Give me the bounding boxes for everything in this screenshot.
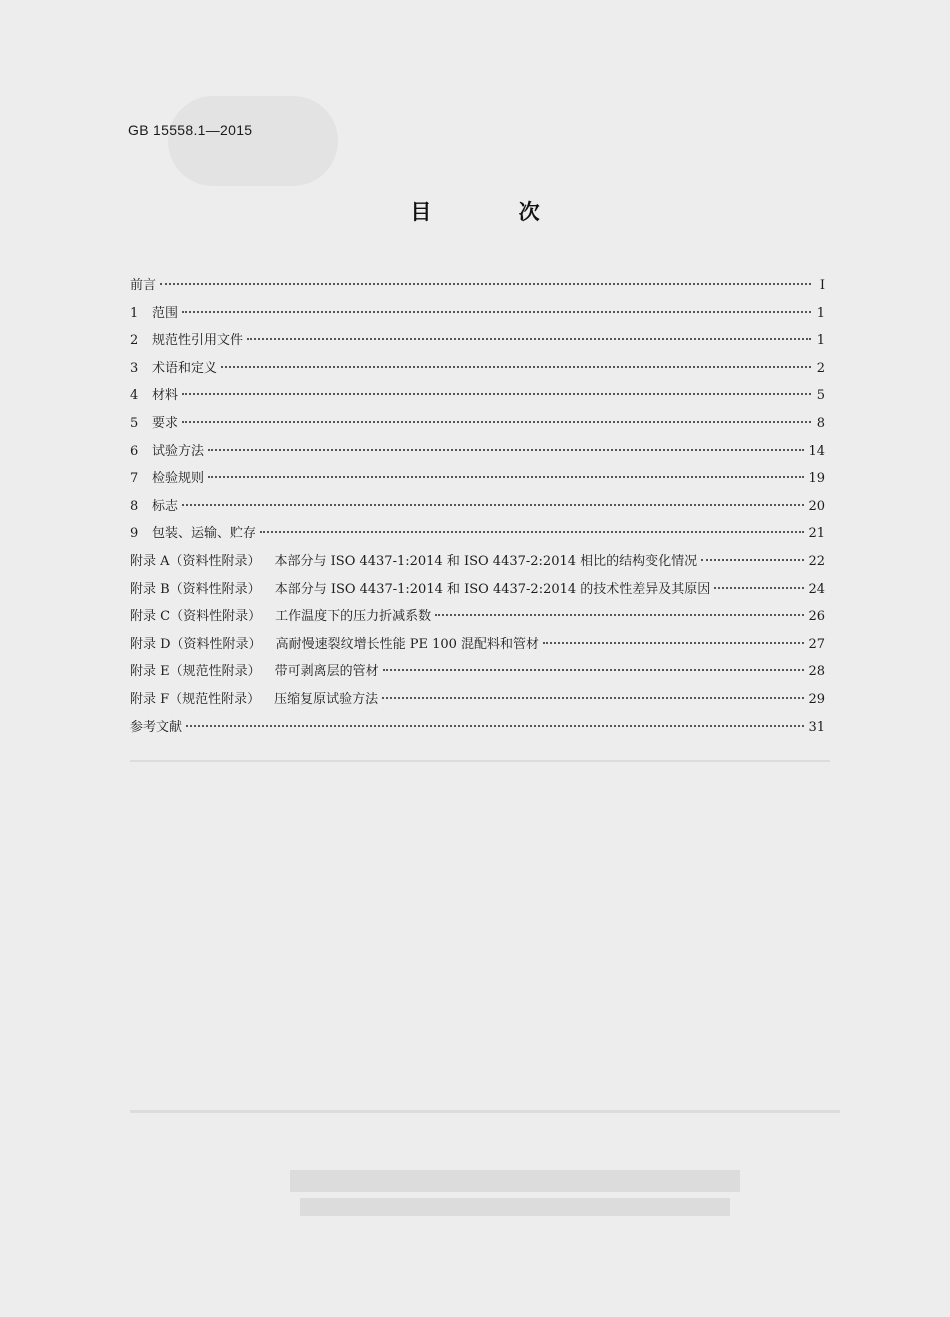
toc-entry-label: 范围 [152, 305, 179, 321]
toc-entry-label: 高耐慢速裂纹增长性能 PE 100 混配料和管材 [275, 636, 540, 652]
toc-entry[interactable] [130, 686, 825, 714]
show-through-line-4 [300, 1198, 730, 1216]
toc-entry-annex-prefix: 附录 E（规范性附录） [130, 664, 261, 680]
toc-entry-leader-dots [383, 669, 805, 671]
toc-entry-label: 本部分与 ISO 4437-1:2014 和 ISO 4437-2:2014 的技术性差异及其原因 [274, 581, 711, 597]
toc-entry-page-number: 27 [808, 636, 825, 652]
toc-entry[interactable] [130, 631, 825, 659]
toc-entry-leader-dots [182, 421, 811, 423]
toc-entry-page-number: 29 [808, 691, 825, 707]
toc-entry-number: 8 [130, 498, 139, 514]
toc-entry-annex-prefix: 附录 B（资料性附录） [130, 581, 261, 597]
toc-entry-number: 3 [130, 360, 139, 376]
toc-entry-leader-dots [382, 697, 804, 699]
toc-entry-page-number: 22 [808, 553, 825, 569]
toc-entry-page-number: 28 [808, 664, 825, 680]
show-through-line-3 [290, 1170, 740, 1192]
toc-entry-leader-dots [182, 393, 811, 395]
toc-entry-number: 9 [130, 526, 139, 542]
toc-entry[interactable] [130, 355, 825, 383]
toc-entry-page-number: 21 [808, 526, 825, 542]
toc-entry-annex-prefix: 附录 F（规范性附录） [130, 691, 261, 707]
toc-entry-page-number: 24 [808, 581, 825, 597]
toc-entry-leader-dots [221, 366, 811, 368]
toc-entry-number: 4 [130, 388, 139, 404]
toc-entry-leader-dots [160, 283, 811, 285]
toc-entry-leader-dots [435, 614, 804, 616]
toc-entry-number: 2 [130, 333, 139, 349]
toc-entry[interactable] [130, 658, 825, 686]
toc-entry-leader-dots [182, 311, 811, 313]
toc-entry-number: 6 [130, 443, 139, 459]
document-code: GB 15558.1—2015 [128, 122, 253, 138]
toc-entry-annex-prefix: 附录 A（资料性附录） [130, 553, 261, 569]
toc-entry-label: 包装、运输、贮存 [152, 526, 257, 542]
toc-entry-leader-dots [247, 338, 811, 340]
toc-entry[interactable] [130, 410, 825, 438]
toc-entry[interactable] [130, 465, 825, 493]
toc-entry-leader-dots [208, 449, 804, 451]
toc-entry[interactable] [130, 493, 825, 521]
toc-entry-leader-dots [714, 587, 804, 589]
toc-entry-leader-dots [186, 725, 804, 727]
toc-entry-label: 检验规则 [152, 471, 205, 487]
toc-entry-page-number: Ⅰ [819, 278, 825, 293]
toc-entry-page-number: 20 [808, 498, 825, 514]
toc-entry-label: 规范性引用文件 [152, 333, 244, 349]
toc-entry[interactable] [130, 327, 825, 355]
toc-entry-label: 参考文献 [130, 719, 183, 735]
toc-entry-label: 标志 [152, 498, 179, 514]
toc-entry-page-number: 1 [816, 333, 825, 349]
toc-entry-label: 前言 [130, 278, 157, 293]
toc-entry-label: 压缩复原试验方法 [274, 691, 379, 707]
toc-entry-label: 本部分与 ISO 4437-1:2014 和 ISO 4437-2:2014 相比的结构变化情况 [274, 553, 698, 569]
toc-entry-leader-dots [701, 559, 804, 561]
toc-entry-annex-prefix: 附录 D（资料性附录） [130, 636, 262, 652]
toc-entry-page-number: 31 [808, 719, 825, 735]
toc-entry-leader-dots [543, 642, 804, 644]
toc-entry-page-number: 2 [816, 360, 825, 376]
toc-entry[interactable] [130, 300, 825, 328]
toc-entry[interactable] [130, 272, 825, 300]
toc-entry-page-number: 1 [816, 305, 825, 321]
toc-entry-number: 7 [130, 471, 139, 487]
table-of-contents [130, 272, 825, 741]
toc-entry-page-number: 14 [808, 443, 825, 459]
toc-entry-annex-prefix: 附录 C（资料性附录） [130, 609, 262, 625]
show-through-line-1 [130, 760, 830, 762]
toc-entry[interactable] [130, 603, 825, 631]
toc-entry-label: 术语和定义 [152, 360, 218, 376]
toc-entry-page-number: 19 [808, 471, 825, 487]
toc-entry-page-number: 26 [808, 609, 825, 625]
toc-entry[interactable] [130, 438, 825, 466]
toc-title: 目 次 [410, 200, 580, 224]
toc-entry[interactable] [130, 382, 825, 410]
show-through-line-2 [130, 1110, 840, 1113]
toc-entry-leader-dots [208, 476, 804, 478]
toc-entry[interactable] [130, 548, 825, 576]
toc-entry-label: 材料 [152, 388, 179, 404]
toc-entry[interactable] [130, 576, 825, 604]
toc-entry-number: 5 [130, 415, 139, 431]
toc-entry[interactable] [130, 714, 825, 742]
toc-entry-page-number: 8 [816, 415, 825, 431]
toc-entry-label: 工作温度下的压力折减系数 [275, 609, 432, 625]
toc-entry-label: 试验方法 [152, 443, 205, 459]
toc-entry[interactable] [130, 520, 825, 548]
toc-entry-label: 带可剥离层的管材 [274, 664, 379, 680]
toc-entry-number: 1 [130, 305, 139, 321]
toc-entry-leader-dots [182, 504, 804, 506]
toc-entry-label: 要求 [152, 415, 179, 431]
toc-entry-page-number: 5 [816, 388, 825, 404]
show-through-stamp [168, 96, 338, 186]
toc-entry-leader-dots [260, 531, 804, 533]
